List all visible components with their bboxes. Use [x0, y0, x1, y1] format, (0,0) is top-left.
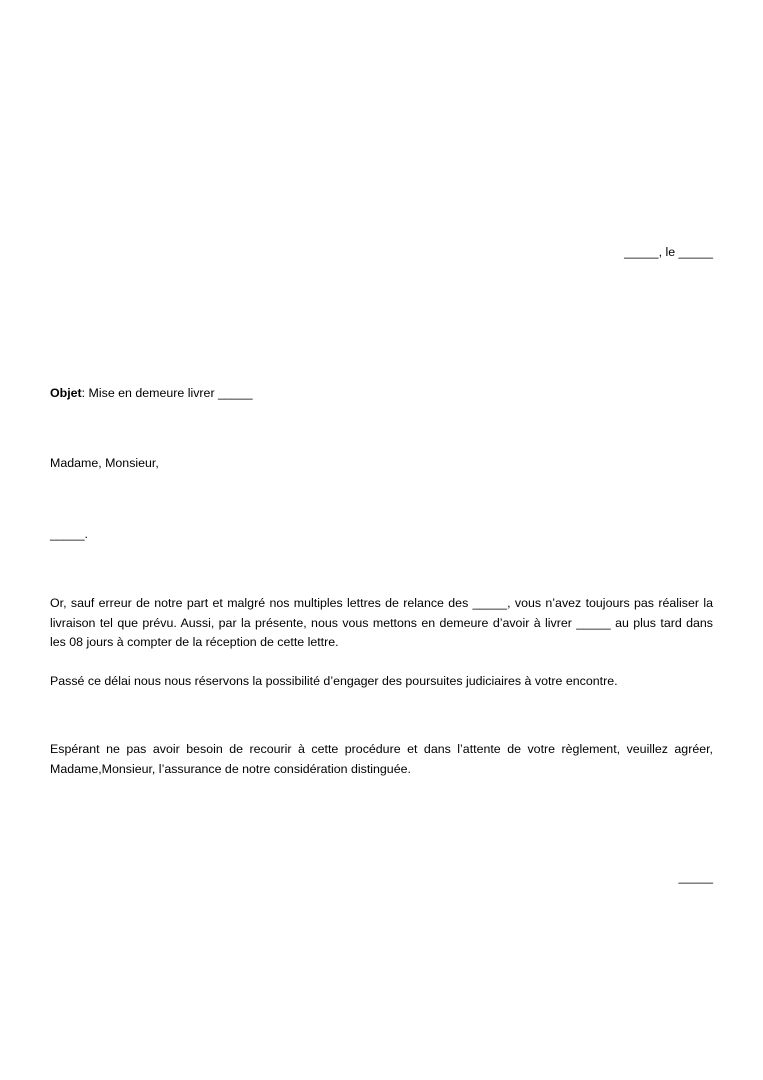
place-date-line: _____, le _____ [624, 245, 713, 259]
intro-blank: _____. [50, 527, 88, 541]
subject-text: : Mise en demeure livrer _____ [81, 386, 253, 400]
subject-label: Objet [50, 386, 82, 400]
body-paragraph-1: Or, sauf erreur de notre part et malgré nos multiples lettres de relance des _____, vous n’avez toujours pas réaliser la livraison tel que prévu. Aussi, par la présente, nous vous mettons en demeure d’avoir à livrer _____ au plus tard dans les 08 jours à compter de la réception de cette lettre. [50, 596, 713, 649]
body-paragraph-3: Espérant ne pas avoir besoin de recourir à cette procédure et dans l’attente de votre règlement, veuillez agréer, Madame,Monsieur, l’assurance de notre considération distinguée. [50, 742, 713, 776]
signature-line: _____ [678, 870, 713, 884]
salutation: Madame, Monsieur, [50, 456, 159, 470]
subject-line [50, 386, 252, 401]
body-paragraph-2: Passé ce délai nous nous réservons la possibilité d’engager des poursuites judiciaires à votre encontre. [50, 674, 618, 688]
